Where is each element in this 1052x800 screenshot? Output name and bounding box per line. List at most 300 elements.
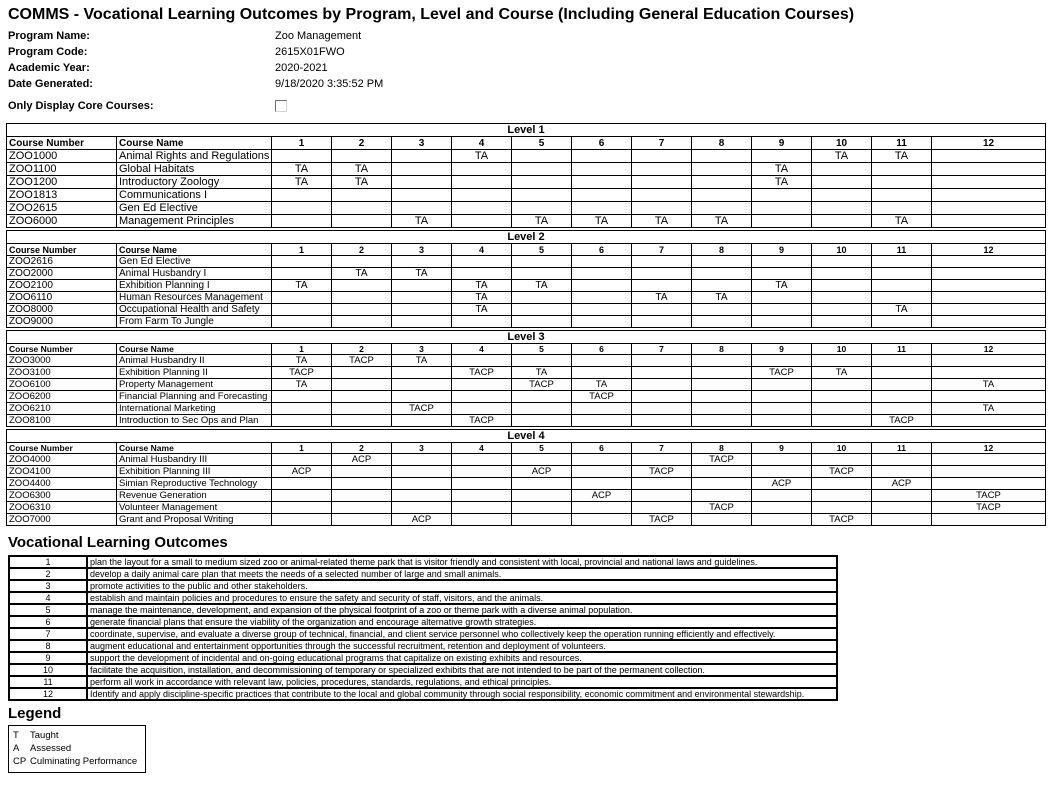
outcome-cell: [872, 367, 932, 379]
outcome-cell: [392, 280, 452, 292]
outcome-cell: TA: [812, 150, 872, 163]
outcome-cell: [692, 202, 752, 215]
col-header-outcome: 12: [932, 344, 1046, 355]
outcome-cell: [272, 391, 332, 403]
outcome-cell: [872, 316, 932, 328]
outcome-cell: ACP: [512, 466, 572, 478]
outcome-cell: [512, 176, 572, 189]
course-name-cell: Animal Husbandry II: [117, 355, 272, 367]
outcome-cell: [452, 268, 512, 280]
outcome-cell: [872, 403, 932, 415]
core-courses-checkbox[interactable]: [275, 100, 287, 112]
col-header-outcome: 6: [572, 344, 632, 355]
level-title: Level 3: [7, 331, 1046, 344]
outcome-cell: [932, 176, 1046, 189]
course-name-cell: Human Resources Management: [117, 292, 272, 304]
outcome-cell: [932, 514, 1046, 526]
outcome-cell: [872, 176, 932, 189]
course-number-cell: ZOO2615: [7, 202, 117, 215]
outcome-cell: [692, 415, 752, 427]
outcome-cell: [332, 403, 392, 415]
outcome-cell: TACP: [632, 514, 692, 526]
outcome-cell: [392, 454, 452, 466]
vlo-text-cell: support the development of incidental and on-going educational programs that capitalize on existing exhibits and resources.: [87, 652, 837, 664]
levels-section: [6, 123, 1052, 526]
outcome-cell: [932, 202, 1046, 215]
meta-value: 2615X01FWO: [275, 46, 345, 58]
vlo-row: [9, 580, 837, 592]
outcome-cell: TA: [512, 280, 572, 292]
col-header-outcome: 11: [872, 137, 932, 150]
col-header-outcome: 9: [752, 244, 812, 256]
outcome-cell: [632, 150, 692, 163]
outcome-cell: [812, 189, 872, 202]
outcome-cell: TA: [752, 163, 812, 176]
outcome-cell: TA: [692, 292, 752, 304]
col-header-outcome: 3: [392, 443, 452, 454]
outcome-cell: [512, 163, 572, 176]
legend-row: [13, 742, 141, 755]
outcome-cell: [692, 163, 752, 176]
course-name-cell: Animal Rights and Regulations: [117, 150, 272, 163]
col-header-outcome: 3: [392, 344, 452, 355]
outcome-cell: [572, 256, 632, 268]
core-courses-row: [0, 100, 1052, 112]
outcome-cell: [632, 367, 692, 379]
outcome-cell: [512, 391, 572, 403]
vlo-number-cell: 5: [9, 604, 87, 616]
level-header-row: [7, 344, 1046, 355]
outcome-cell: TA: [272, 379, 332, 391]
col-header-outcome: 10: [812, 344, 872, 355]
outcome-cell: [932, 304, 1046, 316]
course-row: [7, 280, 1046, 292]
outcome-cell: [512, 415, 572, 427]
vlo-number-cell: 9: [9, 652, 87, 664]
outcome-cell: [812, 256, 872, 268]
vlo-number-cell: 10: [9, 664, 87, 676]
level-table: [6, 230, 1046, 328]
outcome-cell: [932, 268, 1046, 280]
col-header-outcome: 12: [932, 443, 1046, 454]
vlo-text-cell: perform all work in accordance with relevant law, policies, procedures, standards, regulations, and ethical principles.: [87, 676, 837, 688]
vlo-row: [9, 664, 837, 676]
outcome-cell: [332, 514, 392, 526]
course-name-cell: Exhibition Planning III: [117, 466, 272, 478]
outcome-cell: TA: [272, 163, 332, 176]
course-name-cell: Introductory Zoology: [117, 176, 272, 189]
outcome-cell: [932, 215, 1046, 228]
outcome-cell: [632, 490, 692, 502]
col-header-outcome: 7: [632, 137, 692, 150]
outcome-cell: TA: [512, 215, 572, 228]
outcome-cell: [812, 280, 872, 292]
col-header-outcome: 8: [692, 244, 752, 256]
course-number-cell: ZOO6100: [7, 379, 117, 391]
vlo-heading: Vocational Learning Outcomes: [8, 534, 228, 551]
meta-row: [8, 44, 1052, 60]
course-name-cell: Management Principles: [117, 215, 272, 228]
col-header-outcome: 6: [572, 137, 632, 150]
outcome-cell: [272, 304, 332, 316]
outcome-cell: [812, 215, 872, 228]
outcome-cell: TA: [512, 367, 572, 379]
outcome-cell: [752, 304, 812, 316]
course-name-cell: Grant and Proposal Writing: [117, 514, 272, 526]
outcome-cell: TA: [272, 280, 332, 292]
outcome-cell: [392, 490, 452, 502]
outcome-cell: TA: [272, 176, 332, 189]
col-header-course-name: Course Name: [117, 137, 272, 150]
outcome-cell: [332, 415, 392, 427]
outcome-cell: TA: [932, 403, 1046, 415]
outcome-cell: [272, 316, 332, 328]
legend-row: [13, 755, 141, 768]
outcome-cell: [452, 502, 512, 514]
outcome-cell: [512, 490, 572, 502]
course-number-cell: ZOO6310: [7, 502, 117, 514]
outcome-cell: [752, 202, 812, 215]
outcome-cell: [752, 466, 812, 478]
outcome-cell: [572, 316, 632, 328]
outcome-cell: TACP: [872, 415, 932, 427]
col-header-outcome: 2: [332, 344, 392, 355]
outcome-cell: [632, 316, 692, 328]
course-number-cell: ZOO6300: [7, 490, 117, 502]
outcome-cell: [272, 403, 332, 415]
vlo-number-cell: 1: [9, 556, 87, 568]
outcome-cell: [512, 256, 572, 268]
outcome-cell: [572, 466, 632, 478]
outcome-cell: [812, 415, 872, 427]
outcome-cell: [752, 403, 812, 415]
outcome-cell: TA: [632, 292, 692, 304]
course-name-cell: Gen Ed Elective: [117, 256, 272, 268]
outcome-cell: [572, 415, 632, 427]
outcome-cell: [512, 316, 572, 328]
level-header-row: [7, 443, 1046, 454]
course-row: [7, 202, 1046, 215]
outcome-cell: ACP: [392, 514, 452, 526]
course-name-cell: From Farm To Jungle: [117, 316, 272, 328]
course-name-cell: Financial Planning and Forecasting: [117, 391, 272, 403]
outcome-cell: [332, 316, 392, 328]
outcome-cell: ACP: [332, 454, 392, 466]
course-name-cell: Gen Ed Elective: [117, 202, 272, 215]
outcome-cell: [392, 502, 452, 514]
outcome-cell: [752, 502, 812, 514]
course-number-cell: ZOO8000: [7, 304, 117, 316]
vlo-text-cell: coordinate, supervise, and evaluate a diverse group of technical, financial, and client service personnel who collectively keep the operation running efficiently and effectively.: [87, 628, 837, 640]
course-row: [7, 403, 1046, 415]
outcome-cell: [632, 403, 692, 415]
outcome-cell: [812, 454, 872, 466]
course-row: [7, 215, 1046, 228]
outcome-cell: [752, 379, 812, 391]
outcome-cell: TACP: [632, 466, 692, 478]
outcome-cell: [272, 478, 332, 490]
vlo-number-cell: 2: [9, 568, 87, 580]
outcome-cell: [692, 268, 752, 280]
meta-label: Program Code:: [8, 46, 88, 58]
outcome-cell: [452, 189, 512, 202]
outcome-cell: [512, 292, 572, 304]
level-band-row: [7, 124, 1046, 137]
outcome-cell: TACP: [812, 514, 872, 526]
outcome-cell: [392, 202, 452, 215]
outcome-cell: [692, 304, 752, 316]
vlo-text-cell: facilitate the acquisition, installation, and decommissioning of temporary or specialized exhibits that are not intended to be part of the permanent collection.: [87, 664, 837, 676]
col-header-outcome: 11: [872, 244, 932, 256]
col-header-outcome: 12: [932, 244, 1046, 256]
col-header-outcome: 4: [452, 137, 512, 150]
course-name-cell: Volunteer Management: [117, 502, 272, 514]
course-number-cell: ZOO4100: [7, 466, 117, 478]
outcome-cell: [332, 202, 392, 215]
outcome-cell: [452, 454, 512, 466]
outcome-cell: [812, 268, 872, 280]
outcome-cell: TA: [452, 150, 512, 163]
outcome-cell: [332, 189, 392, 202]
col-header-outcome: 2: [332, 244, 392, 256]
level-title: Level 2: [7, 231, 1046, 244]
outcome-cell: [692, 391, 752, 403]
level-band-row: [7, 331, 1046, 344]
outcome-cell: [932, 355, 1046, 367]
outcome-cell: [452, 391, 512, 403]
course-row: [7, 304, 1046, 316]
col-header-course-number: Course Number: [7, 137, 117, 150]
outcome-cell: [692, 280, 752, 292]
outcome-cell: TA: [452, 292, 512, 304]
course-row: [7, 292, 1046, 304]
col-header-course-number: Course Number: [7, 443, 117, 454]
legend-code: CP: [13, 756, 27, 767]
course-number-cell: ZOO2616: [7, 256, 117, 268]
outcome-cell: [632, 415, 692, 427]
outcome-cell: [932, 316, 1046, 328]
outcome-cell: [632, 454, 692, 466]
meta-row: [8, 76, 1052, 92]
outcome-cell: [452, 355, 512, 367]
outcome-cell: [812, 176, 872, 189]
course-name-cell: Global Habitats: [117, 163, 272, 176]
outcome-cell: TACP: [932, 502, 1046, 514]
outcome-cell: [452, 478, 512, 490]
outcome-cell: [572, 202, 632, 215]
course-number-cell: ZOO6200: [7, 391, 117, 403]
outcome-cell: [692, 379, 752, 391]
course-number-cell: ZOO6110: [7, 292, 117, 304]
meta-label: Date Generated:: [8, 78, 93, 90]
meta-label: Program Name:: [8, 30, 90, 42]
outcome-cell: [932, 150, 1046, 163]
outcome-cell: [632, 176, 692, 189]
level-title: Level 1: [7, 124, 1046, 137]
col-header-outcome: 6: [572, 443, 632, 454]
outcome-cell: TA: [332, 268, 392, 280]
outcome-cell: [332, 391, 392, 403]
outcome-cell: [572, 502, 632, 514]
outcome-cell: [932, 280, 1046, 292]
vlo-text-cell: Identify and apply discipline-specific practices that contribute to the local and global community through social responsibility, economic commitment and environmental stewardship.: [87, 688, 837, 700]
outcome-cell: ACP: [272, 466, 332, 478]
vlo-text-cell: establish and maintain policies and procedures to ensure the safety and security of staff, visitors, and the animals.: [87, 592, 837, 604]
outcome-cell: [452, 466, 512, 478]
outcome-cell: [452, 215, 512, 228]
vlo-row: [9, 676, 837, 688]
outcome-cell: [872, 163, 932, 176]
vlo-row: [9, 652, 837, 664]
outcome-cell: [272, 150, 332, 163]
outcome-cell: [572, 403, 632, 415]
course-name-cell: Introduction to Sec Ops and Plan: [117, 415, 272, 427]
outcome-cell: [932, 478, 1046, 490]
outcome-cell: [452, 163, 512, 176]
course-number-cell: ZOO1813: [7, 189, 117, 202]
course-number-cell: ZOO7000: [7, 514, 117, 526]
outcome-cell: [452, 176, 512, 189]
course-name-cell: Simian Reproductive Technology: [117, 478, 272, 490]
outcome-cell: [272, 256, 332, 268]
meta-label: Academic Year:: [8, 62, 90, 74]
col-header-outcome: 1: [272, 443, 332, 454]
outcome-cell: [752, 256, 812, 268]
legend-box: [8, 725, 146, 773]
col-header-outcome: 8: [692, 137, 752, 150]
outcome-cell: [692, 316, 752, 328]
course-name-cell: Revenue Generation: [117, 490, 272, 502]
outcome-cell: [392, 189, 452, 202]
col-header-outcome: 9: [752, 344, 812, 355]
level-table: [6, 429, 1046, 526]
vlo-row: [9, 556, 837, 568]
outcome-cell: [512, 403, 572, 415]
vlo-row: [9, 592, 837, 604]
outcome-cell: [572, 478, 632, 490]
meta-value: 9/18/2020 3:35:52 PM: [275, 78, 384, 90]
meta-value: 2020-2021: [275, 62, 328, 74]
course-number-cell: ZOO2100: [7, 280, 117, 292]
outcome-cell: TACP: [692, 502, 752, 514]
outcome-cell: [272, 292, 332, 304]
outcome-cell: [872, 391, 932, 403]
outcome-cell: [332, 304, 392, 316]
outcome-cell: TACP: [452, 367, 512, 379]
outcome-cell: [272, 215, 332, 228]
outcome-cell: [752, 189, 812, 202]
outcome-cell: [332, 256, 392, 268]
outcome-cell: [692, 403, 752, 415]
outcome-cell: TACP: [452, 415, 512, 427]
course-name-cell: International Marketing: [117, 403, 272, 415]
col-header-outcome: 3: [392, 244, 452, 256]
outcome-cell: TA: [752, 176, 812, 189]
course-name-cell: Occupational Health and Safety: [117, 304, 272, 316]
outcome-cell: [632, 478, 692, 490]
outcome-cell: [812, 163, 872, 176]
course-name-cell: Animal Husbandry III: [117, 454, 272, 466]
legend-heading: Legend: [8, 705, 62, 722]
outcome-cell: [872, 268, 932, 280]
legend-code: T: [13, 730, 19, 741]
outcome-cell: [752, 415, 812, 427]
outcome-cell: TA: [452, 304, 512, 316]
outcome-cell: [812, 403, 872, 415]
outcome-cell: TA: [332, 176, 392, 189]
outcome-cell: [632, 379, 692, 391]
outcome-cell: [392, 478, 452, 490]
course-row: [7, 163, 1046, 176]
outcome-cell: [332, 478, 392, 490]
level-table: [6, 123, 1046, 228]
outcome-cell: TA: [452, 280, 512, 292]
vlo-text-cell: augment educational and entertainment opportunities through the successful recruitment, retention and deployment of volunteers.: [87, 640, 837, 652]
col-header-outcome: 2: [332, 443, 392, 454]
col-header-outcome: 12: [932, 137, 1046, 150]
col-header-outcome: 2: [332, 137, 392, 150]
outcome-cell: [752, 292, 812, 304]
outcome-cell: [872, 454, 932, 466]
outcome-cell: [452, 403, 512, 415]
outcome-cell: TA: [392, 268, 452, 280]
course-row: [7, 454, 1046, 466]
outcome-cell: [272, 415, 332, 427]
course-row: [7, 490, 1046, 502]
col-header-outcome: 1: [272, 244, 332, 256]
col-header-outcome: 5: [512, 443, 572, 454]
vlo-number-cell: 12: [9, 688, 87, 700]
outcome-cell: [392, 256, 452, 268]
course-number-cell: ZOO1200: [7, 176, 117, 189]
outcome-cell: [392, 163, 452, 176]
level-table: [6, 330, 1046, 427]
vlo-number-cell: 4: [9, 592, 87, 604]
outcome-cell: [872, 514, 932, 526]
outcome-cell: [272, 490, 332, 502]
course-number-cell: ZOO1100: [7, 163, 117, 176]
outcome-cell: [512, 268, 572, 280]
outcome-cell: [512, 150, 572, 163]
outcome-cell: [332, 280, 392, 292]
level-band-row: [7, 231, 1046, 244]
course-number-cell: ZOO4000: [7, 454, 117, 466]
outcome-cell: [692, 176, 752, 189]
vlo-text-cell: develop a daily animal care plan that meets the needs of a selected number of large and small animals.: [87, 568, 837, 580]
course-name-cell: Exhibition Planning I: [117, 280, 272, 292]
col-header-outcome: 11: [872, 443, 932, 454]
outcome-cell: [932, 391, 1046, 403]
col-header-outcome: 10: [812, 244, 872, 256]
col-header-course-name: Course Name: [117, 344, 272, 355]
outcome-cell: [812, 502, 872, 514]
outcome-cell: [512, 202, 572, 215]
outcome-cell: [332, 379, 392, 391]
outcome-cell: [392, 415, 452, 427]
outcome-cell: [272, 454, 332, 466]
outcome-cell: [632, 256, 692, 268]
outcome-cell: [932, 367, 1046, 379]
outcome-cell: [932, 466, 1046, 478]
outcome-cell: TACP: [332, 355, 392, 367]
outcome-cell: [632, 268, 692, 280]
outcome-cell: [392, 466, 452, 478]
outcome-cell: [752, 454, 812, 466]
vlo-row: [9, 568, 837, 580]
outcome-cell: [572, 189, 632, 202]
outcome-cell: [932, 189, 1046, 202]
outcome-cell: [572, 176, 632, 189]
